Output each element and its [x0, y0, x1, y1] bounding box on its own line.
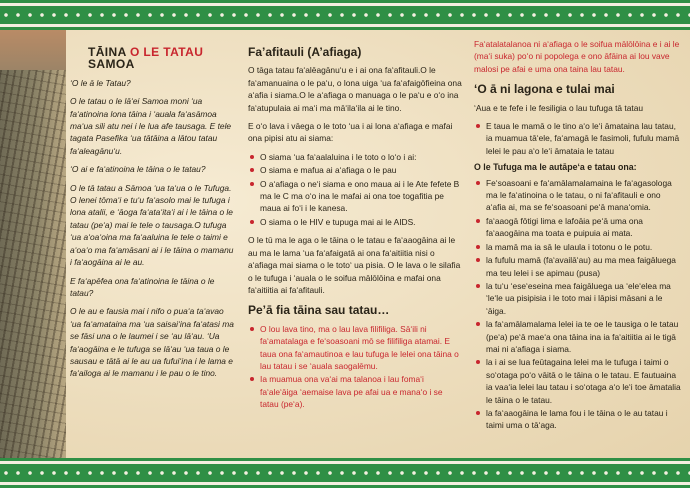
risks-after: O le tū ma le aga o le tāina o le tatau e fa‘aaogāina ai le au ma le lama ‘ua fa‘afaigatā ai ona fa‘aitiitia nisi o a‘afiaga mai siama o le toto‘ ua pisia. O le lava o le silafia o le tufuga i ‘auala o le soifua mālōlōina e mafai ona fa‘aitiitia ai fa‘afitauli.: [248, 235, 461, 295]
title-part-a: TĀINA: [88, 45, 127, 59]
hygiene-list: [474, 120, 682, 157]
list-item: la fufulu mamā (fa‘availā‘au) au ma mea faigāluega ma teu lelei i se apimau (pusa): [474, 254, 682, 279]
list-item: la i ai se lua feūtagaina lelei ma le tufuga i taimi o so‘otaga po‘o vāitā o le tāina o le tatau. E fautuaina ia vaa‘ia lelei lau tatau i so‘otaga a‘o le‘i toe āmatalia le tāina o le tatau.: [474, 356, 682, 406]
risks-list: [248, 151, 463, 228]
answer-2: O le tā tatau a Sāmoa ‘ua ta‘ua o le Tufuga. O lenei tōma‘i e tu‘u fa‘asolo mai le tufuga i lona atalii, e ‘āoga fa‘ata‘ita‘i ai i le tāina o le tatau (pe‘a) mai le tele o tausaga.O tufuga ‘ua a‘oa‘oina ma fa‘aaluina le tele o taimi e a‘oa‘o ma fa‘amāsani ai i le tāina o mamanu i fa‘aogāina ai le au.: [70, 182, 234, 268]
feelings-lead: ‘Aua e te fefe i le fesiligia o lau tufuga tā tatau: [474, 102, 644, 113]
list-item: la tu‘u ‘ese‘eseina mea faigāluega ua ‘ele‘elea ma ‘le‘le ua pisipisia i le toto mai i lāpisi māsani a le ‘āiga.: [474, 280, 682, 317]
list-item: Fe‘soasoani e fa‘amālamalamaina le fa‘agasologa ma le fa‘atinoina o le tatau, o ni fa‘afitauli e ono a‘afia ai, ma se fe‘soasoani pe‘ā mana‘omia.: [474, 177, 682, 214]
list-item: O lou lava tino, ma o lau lava filifiliga. Sā‘ili ni fa‘amatalaga e fe‘soasoani mō se filifiliga atamai. E taua ona fa‘amautinoa e lau tufuga le lelei ona tāina o lau tatau i se ‘auala saogalēmu.: [248, 323, 463, 373]
heading-if-wanting: Pe’ā fia tāina sau tatau…: [248, 303, 390, 318]
list-item: la fa‘aaogāina le lama fou i le tāina o le au tatau i taimi uma o tā‘aga.: [474, 407, 682, 432]
advice-list: [248, 323, 463, 411]
list-item: fa‘aaogā fōtigi lima e lafoāia pe‘ā uma ona fa‘aaogāina ma toata e puipuia ai mata.: [474, 215, 682, 240]
bottom-decorative-band: [0, 458, 690, 488]
question-3: E fa‘apēfea ona fa‘atinoina le tāina o le tatau?: [70, 275, 215, 298]
subheading-tufuga: O le Tufuga ma le autāpe‘a e tatau ona:: [474, 162, 637, 173]
list-item: O siama e mafua ai a‘afiaga o le pau: [248, 164, 463, 176]
list-item: Ia muamua ona va‘ai ma talanoa i lau foma‘i fa‘ale‘āiga ‘aemaise lava pe afai ua e mana‘o i se tatau (pe‘a).: [248, 373, 463, 410]
column-right: [474, 38, 682, 433]
risks-lead: E o‘o lava i vāega o le toto ‘ua i ai lona a‘afiaga e mafai ona pipisi atu ai siama:: [248, 121, 453, 144]
tufuga-list: [474, 177, 682, 432]
answer-1: O le tatau o le lā‘ei Samoa moni ‘ua fa‘atinoina lona tāina i ‘auala fa‘asāmoa ma‘ua sili atu nei i le lua afe tausaga. E tele tagata Pasefika ‘ua tātāina a lātou tatau fa‘aleagānu‘u.: [70, 96, 232, 156]
top-decorative-band: [0, 0, 690, 30]
risks-intro: O tāga tatau fa‘alēagānu‘u e i ai ona fa‘afitauli.O le fa‘amanuaina o le pa‘u, o lona uiga ‘ua fa‘afaigōfieina ona a‘afia i siama.O le a‘afiaga o manuaga o le pa‘u e o‘o ina fa‘atupulaia ai ma‘i ma mā‘ila‘ila ai le tino.: [248, 65, 462, 113]
column-left: [66, 38, 236, 386]
skin-photo-top: [0, 30, 66, 70]
list-item: O siama ‘ua fa‘aalaluina i le toto o lo‘o i ai:: [248, 151, 463, 163]
heading-feelings: ‘O ā ni lagona e tulai mai: [474, 82, 615, 97]
list-item: O siama o le HIV e tupuga mai ai le AIDS.: [248, 216, 463, 228]
page-title: [88, 46, 236, 71]
intro-red-text: Fa‘atalatalanoa ni a‘afiaga o le soifua mālōlōina e i ai le (ma‘i suka) po‘o ni popolega e ono āfāina ai lou vave malosi pe afai e uma ona taina lau tatau.: [474, 39, 680, 74]
question-2: ‘O ai e fa‘atinoina le tāina o le tatau?: [70, 164, 206, 175]
title-part-c: SAMOA: [88, 57, 135, 72]
list-item: la fa‘amālamalama lelei ia te oe le tausiga o le tatau (pe‘a) pe‘ā mae‘a ona tāina ina ia fa‘aitiitia ai le tigā mai ni a‘afiaga i siama.: [474, 318, 682, 355]
list-item: E taua le mamā o le tino a‘o le‘i āmataina lau tatau, ia muamua tā‘ele, fa‘amagā le fasimoli, fufulu mamā lelei le pau a‘o le‘i āmataia le tatau: [474, 120, 682, 157]
answer-3: O le au e fausia mai i nifo o pua‘a ta‘avao ‘ua fa‘amataina ma ‘ua saisai‘ina fa‘atasi ma se fāsi una o le laumei i se ‘au lā‘au. ‘Ua fa‘aogāina e le tufuga se lā‘au ‘ua taua o le sausau e tātā ai le au ua fufui‘ina i le lama e fa‘ailoga ai le mamanu i le pau o le tino.: [70, 306, 234, 379]
heading-risks: Fa’afitauli (A’afiaga): [248, 45, 362, 59]
column-middle: [248, 38, 463, 412]
list-item: O a‘afiaga o ne‘i siama e ono maua ai i le Ate fefete B ma le C ma o‘o ina le mafai ai ona toe togafitia pe maua ai fo‘i i le kanesa.: [248, 178, 463, 215]
title-part-b: O LE TATAU: [129, 45, 204, 59]
list-item: la mamā ma ia sā le ulaula i totonu o le potu.: [474, 241, 682, 253]
question-1: ‘O le ā le Tatau?: [70, 77, 131, 88]
tattoo-leg-photo: [0, 30, 66, 458]
